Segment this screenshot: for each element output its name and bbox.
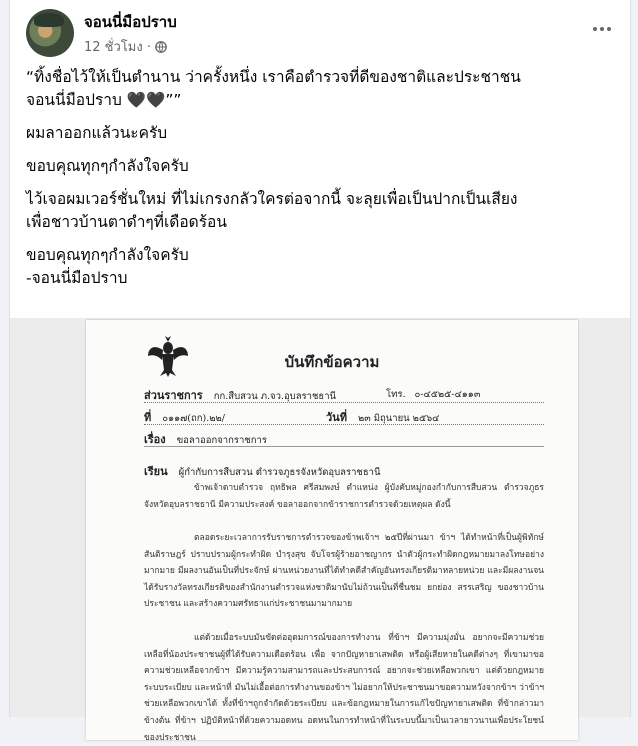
post-line-signoff: ขอบคุณทุกๆกำลังใจครับ -จอนนี่มือปราบ — [26, 246, 189, 287]
memo-rule — [144, 424, 544, 425]
memo-paragraph: ข้าพเจ้าดาบตำรวจ ฤทธิพล ศรีสมพงษ์ ตำแหน่ง ผู้บังคับหมู่กองกำกับการสืบสวน ตำรวจภูธรจังหวัดอุบลราชธานี มีความประสงค์ ขอลาออกจากข้าราชการตำรวจด้วยเหตุผล ดังนี้ — [144, 483, 544, 510]
memo-paragraph: ตลอดระยะเวลาการรับราชการตำรวจของข้าพเจ้าฯ ๒๕ปีที่ผ่านมา ข้าฯ ได้ทำหน้าที่เป็นผู้พิทักษ์สันติราษฎร์ ปราบปรามผู้กระทำผิด บำรุงสุข จับโจรผู้ร้ายอาชญากร นำตัวผู้กระทำผิดกฎหมายมาลงโทษอย่างมากมาย มีผลงานอันเป็นที่ประจักษ์ ผ่านหน่วยงานที่ได้ทำคดีสำคัญอันทรงเกียรติมาหลายหน่วย และมีผลงานจนได้รับรางวัลทรงเกียรติของสำนักงานตำรวจแห่งชาติมานับไม่ถ้วนเป็นที่ชื่นชม ยกย่อง สรรเสริญ ของชาวบ้าน ประชาชน และสร้างความศรัทธาแก่ประชาชนมามากมาย — [144, 533, 544, 610]
memo-document — [86, 320, 578, 743]
memo-title: บันทึกข้อความ — [284, 353, 380, 371]
author-avatar[interactable] — [26, 9, 74, 57]
phone-value: ๐-๔๕๒๕-๔๑๑๓ — [414, 389, 481, 400]
memo-paragraph: แต่ด้วยเมื่อระบบมันขัดต่ออุดมการณ์ของการทำงาน ที่ข้าฯ มีความมุ่งมั่น อยากจะมีความช่วยเหลือที่น้องประชาชนผู้ที่ได้รับความเดือดร้อน เพื่อ จากปัญหายาเสพติด หรือผู้เสียหายในคดีต่างๆ ที่เขามาขอความช่วยเหลือจากข้าฯ มีความรู้ความสามารถและประสบการณ์ อยากจะช่วยเหลือพวกเขา แต่ด้วยกฎหมาย ระบบระเบียบ และหน้าที่ มันไม่เอื้อต่อการทำงานของข้าฯ ไม่อยากให้ประชาชนมาขอความหวังจากข้าฯ ว่าข้าฯช่วยเหลือพวกเขาได้ ทั้งที่ข้าฯถูกจำกัดด้วยระเบียบ และข้อกฎหมายในการแก้ไขปัญหายาเสพติด ที่ข้ากล่าวมาข้างต้น ที่ข้าฯ ปฏิบัติหน้าที่ด้วยความอดทน อดทนในการทำหน้าที่ในระบบนี้มาเป็นเวลายาวนานเพื่อประโยชน์ของประชาชน — [144, 633, 544, 743]
author-name[interactable]: จอนนี่มือปราบ — [84, 13, 177, 31]
post-meta — [84, 36, 167, 57]
memo-to-row — [144, 462, 380, 480]
post-card — [9, 0, 631, 743]
post-line-thanks: ขอบคุณทุกๆกำลังใจครับ — [26, 157, 189, 175]
agency-label: ส่วนราชการ — [144, 389, 203, 402]
memo-phone-row — [386, 387, 480, 402]
phone-label: โทร. — [386, 389, 406, 400]
post-line-resign: ผมลาออกแล้วนะครับ — [26, 124, 168, 142]
post-image[interactable] — [10, 318, 630, 743]
agency-value: กก.สืบสวน ภ.จว.อุบลราชธานี — [213, 391, 337, 402]
memo-rule — [144, 446, 544, 447]
post-line-quote: “ทิ้งชื่อไว้ให้เป็นตำนาน ว่าครั้งหนึ่ง เราคือตำรวจที่ดีของชาติและประชาชน จอนนี่มือปราบ 🖤🖤”” — [26, 68, 521, 109]
ref-label: ที่ — [144, 411, 152, 424]
avatar-hat-shape — [34, 13, 64, 27]
more-dots-icon[interactable] — [590, 24, 614, 34]
subject-value: ขอลาออกจากราชการ — [176, 435, 267, 446]
date-value: ๒๓ มิถุนายน ๒๕๖๔ — [357, 413, 440, 424]
date-label: วันที่ — [326, 411, 347, 424]
to-label: เรียน — [144, 465, 168, 478]
memo-rule — [144, 402, 544, 403]
post-text — [26, 66, 622, 300]
post-line-new-version: ไว้เจอผมเวอร์ชั่นใหม่ ที่ไม่เกรงกลัวใครต่อจากนี้ จะลุยเพื่อเป็นปากเป็นเสียง เพื่อชาวบ้านตาดำๆที่เดือดร้อน — [26, 190, 518, 231]
to-value: ผู้กำกับการสืบสวน ตำรวจภูธรจังหวัดอุบลราชธานี — [178, 467, 381, 478]
subject-label: เรื่อง — [144, 433, 166, 446]
globe-icon[interactable] — [155, 41, 167, 53]
ref-value: ๐๑๑๗(ถก).๒๒/ — [162, 413, 225, 424]
post-timestamp[interactable]: 12 ชั่วโมง · — [84, 40, 151, 55]
